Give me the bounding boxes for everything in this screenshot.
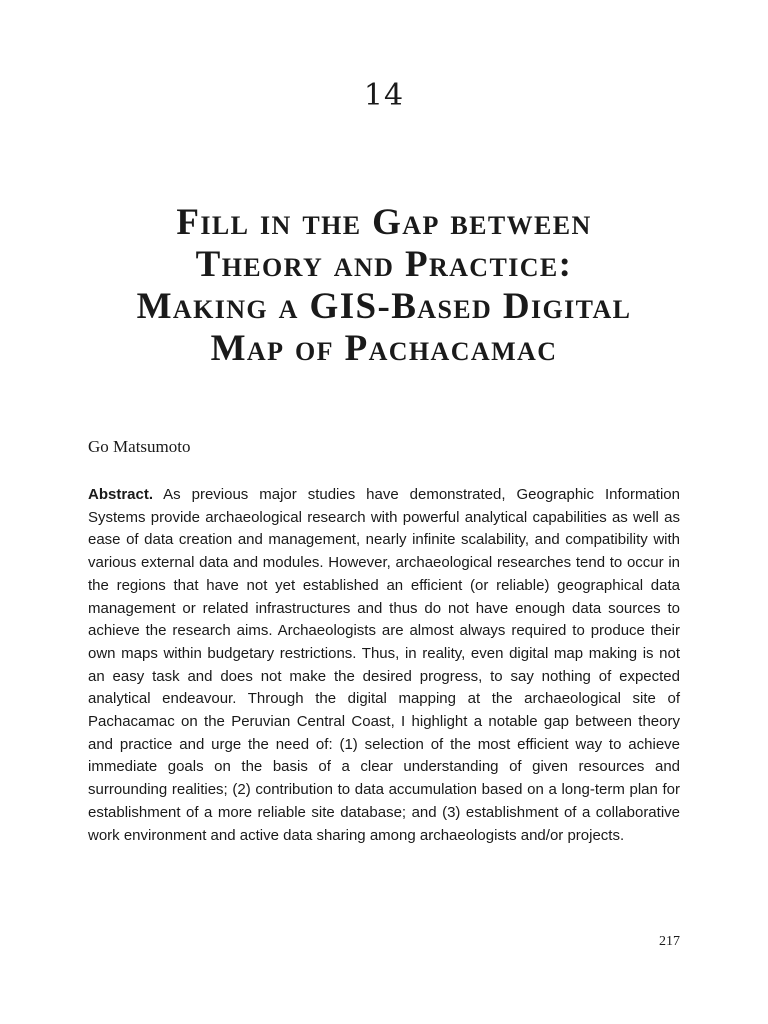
abstract-text: As previous major studies have demonstrated, Geographic Information Systems provide archaeological research with powerful analytical capabilities as well as ease of data creation and management, nearly infinite scalability, and compatibility with various external data and modules. However, archaeological researches tend to occur in the regions that have not yet established an efficient (or reliable) geographical data management or related infrastructures and thus do not have enough data sources to achieve the research aims. Archaeologists are almost always required to produce their own maps within budgetary restrictions. Thus, in reality, even digital map making is not an easy task and does not make the desired progress, to say nothing of expected analytical endeavour. Through the digital mapping at the archaeological site of Pachacamac on the Peruvian Central Coast, I highlight a notable gap between theory and practice and urge the need of: (1) selection of the most efficient way to achieve immediate goals on the basis of a clear understanding of given resources and surrounding realities; (2) contribution to data accumulation based on a long-term plan for establishment of a more reliable site database; and (3) establishment of a collaborative work environment and active data sharing among archaeologists and/or projects. — [88, 486, 680, 844]
abstract-label: Abstract. — [88, 486, 154, 503]
chapter-number: 14 — [363, 78, 405, 113]
chapter-title-line: Making a GIS-Based Digital — [136, 286, 632, 327]
chapter-title-line: Fill in the Gap between — [176, 202, 592, 243]
abstract-paragraph — [88, 484, 680, 847]
chapter-title-line: Map of Pachacamac — [210, 328, 558, 369]
page-number: 217 — [659, 934, 680, 949]
author-name: Go Matsumoto — [88, 437, 191, 456]
chapter-title — [70, 202, 698, 370]
chapter-title-line: Theory and Practice: — [195, 244, 573, 285]
